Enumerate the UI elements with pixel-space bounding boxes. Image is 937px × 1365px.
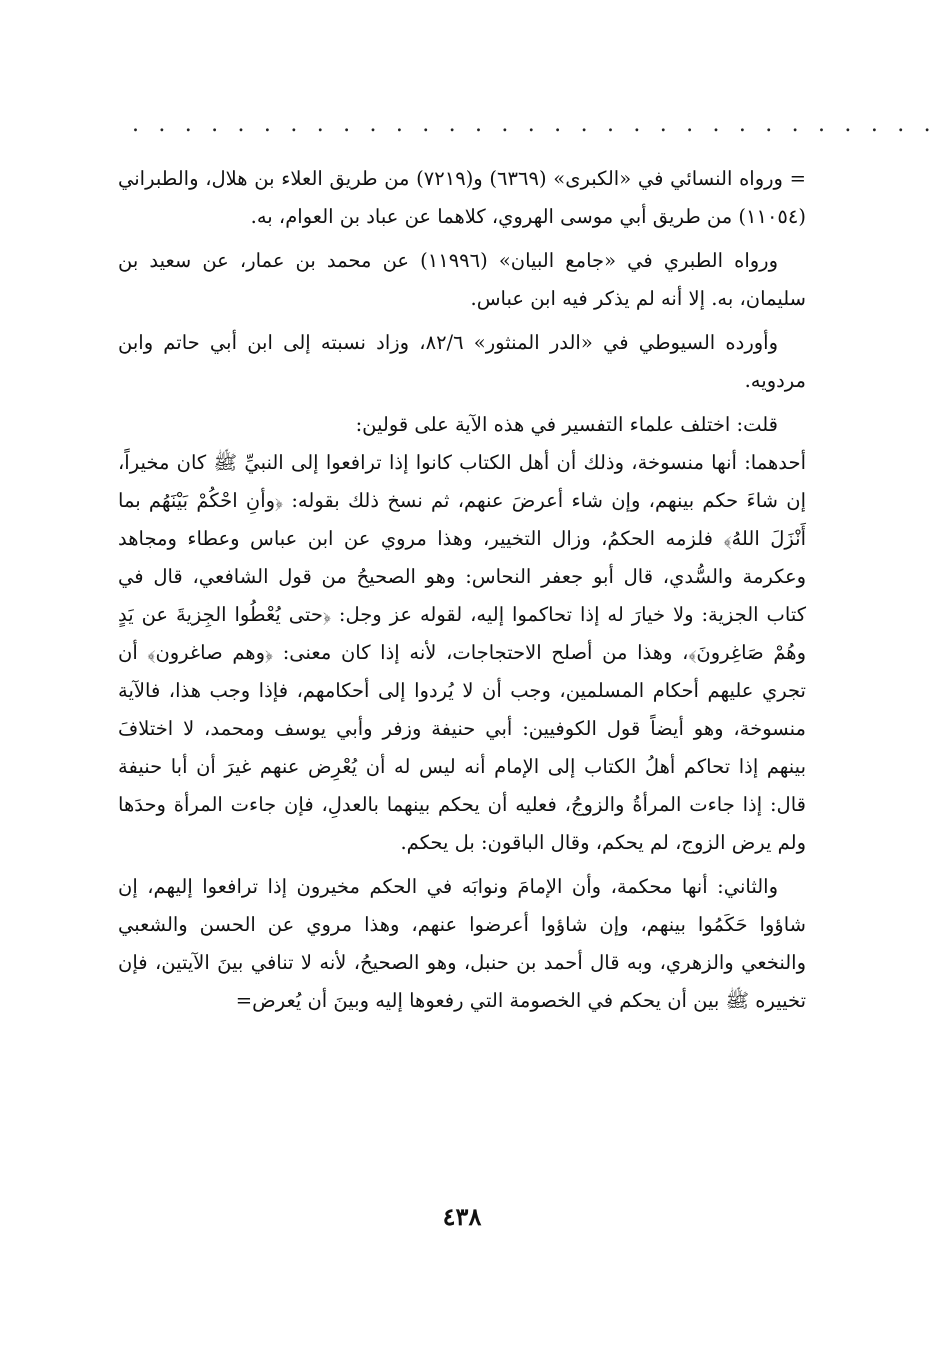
footnote-text bbox=[118, 160, 806, 1026]
footnote-paragraph: وأورده السيوطي في «الدر المنثور» ٨٢/٦، وزاد نسبته إلى ابن أبي حاتم وابن مردويه. bbox=[118, 331, 806, 392]
footnote-paragraph: والثاني: أنها محكمة، وأن الإمامَ ونوابَه في الحكم مخيرون إذا ترافعوا إليهم، إن شاؤوا حَكَمُوا بينهم، وإن شاؤوا أعرضوا عنهم، وهذا مروي عن الحسن والشعبي والنخعي والزهري، وبه قال أحمد بن حنبل، وهو الصحيحُ، لأنه لا تنافي بينَ الآيتين، فإن تخييره ﷺ بين أن يحكم في الخصومة التي رفعوها إليه وبينَ أن يُعرض= bbox=[118, 875, 806, 1012]
footnote-paragraph: أحدهما: أنها منسوخة، وذلك أن أهل الكتاب كانوا إذا ترافعوا إلى النبيِّ ﷺ كان مخيراً، إن شاءَ حكم بينهم، وإن شاء أعرضَ عنهم، ثم نسخ ذلك بقوله: ﴿وأنِ احْكُمْ بَيْنَهُم بما أَنْزَلَ اللهُ﴾ فلزمه الحكمُ، وزال التخيير، وهذا مروي عن ابن عباس وعطاء ومجاهد وعكرمة والسُّدي، قال أبو جعفر النحاس: وهو الصحيحُ من قول الشافعي، قال في كتاب الجزية: ولا خيارَ له إذا تحاكموا إليه، لقوله عز وجل: ﴿حتى يُعْطُوا الجِزيةَ عن يَدٍ وهُمْ صَاغِرونَ﴾، وهذا من أصلح الاحتجاجات، لأنه إذا كان معنى: ﴿وهم صاغرون﴾ أن تجري عليهم أحكام المسلمين، وجب أن لا يُردوا إلى أحكامهم، فإذا وجب هذا، فالآية منسوخة، وهو أيضاً قول الكوفيين: أبي حنيفة وزفر وأبي يوسف ومحمد، لا اختلافَ بينهم إذا تحاكم أهلُ الكتاب إلى الإمام أنه ليس له أن يُعْرِض عنهم غيرَ أن أبا حنيفة قال: إذا جاءت المرأةُ والزوجُ، فعليه أن يحكم بينهما بالعدلِ، فإن جاءت المرأة وحدَها ولم يرض الزوج، لم يحكم، وقال الباقون: بل يحكم. bbox=[118, 451, 806, 854]
footnote-paragraph: قلت: اختلف علماء التفسير في هذه الآية على قولين: bbox=[355, 413, 778, 436]
page-number: ٤٣٨ bbox=[442, 1202, 482, 1231]
footnote-separator: . . . . . . . . . . . . . . . . . . . . . . . . . . . . . . . bbox=[132, 112, 937, 137]
footnote-paragraph: = ورواه النسائي في «الكبرى» (٦٣٦٩) و(٧٢١٩) من طريق العلاء بن هلال، والطبراني (١١٠٥٤) من طريق أبي موسى الهروي، كلاهما عن عباد بن العوام، به. bbox=[118, 167, 807, 228]
footnote-paragraph: ورواه الطبري في «جامع البيان» (١١٩٩٦) عن محمد بن عمار، عن سعيد بن سليمان، به. إلا أنه لم يذكر فيه ابن عباس. bbox=[118, 249, 806, 310]
